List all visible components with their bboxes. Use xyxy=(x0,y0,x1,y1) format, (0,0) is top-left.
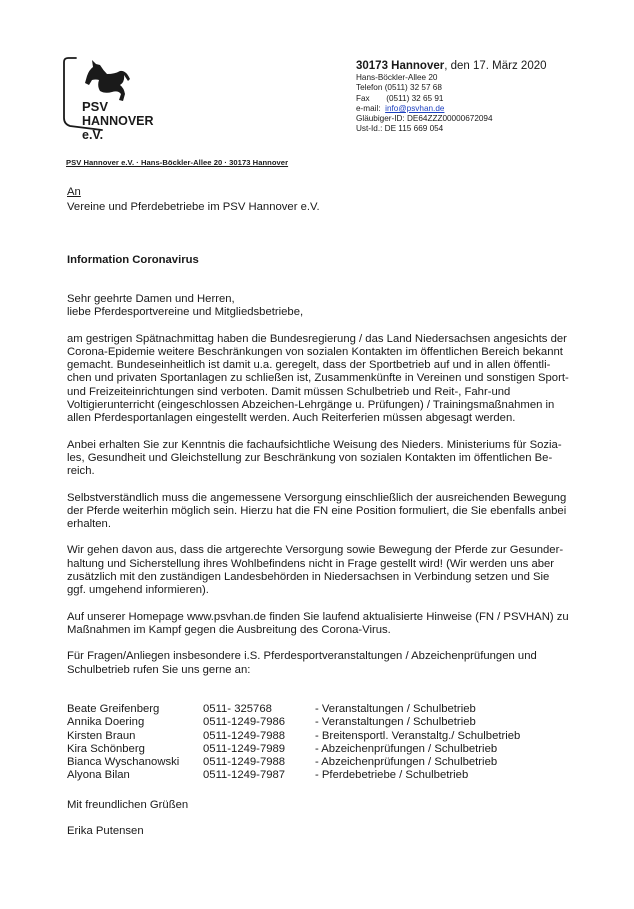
fax-line xyxy=(356,94,626,104)
street: Hans-Böckler-Allee 20 xyxy=(356,73,438,82)
sender-return-address: PSV Hannover e.V. · Hans-Böckler-Allee 20 · 30173 Hannover xyxy=(66,158,289,167)
contact-name: Kirsten Braun xyxy=(67,729,136,742)
phone-line xyxy=(356,83,626,93)
paragraph-line: allen Pferdesportanlagen eingestellt werden. Auch Reiterferien müssen abgesagt werden. xyxy=(67,412,516,425)
paragraph-line: Auf unserer Homepage www.psvhan.de finden Sie laufend aktualisierte Hinweise (FN / PSVHAN) zu xyxy=(67,610,569,623)
paragraph-line: chen und privaten Sportanlagen zu schließen ist, Zusammenkünfte in Vereinen und sonstigen Sport- xyxy=(67,372,569,385)
phone-label: Telefon xyxy=(356,83,383,93)
place-date xyxy=(356,59,626,73)
paragraph-line: Voltigierunterricht (eingeschlossen Abzeichen-Lehrgänge u. Prüfungen) / Trainingsmaßnahmen in xyxy=(67,399,555,412)
city: 30173 Hannover xyxy=(356,60,445,72)
email-line xyxy=(356,104,626,114)
contact-role: - Veranstaltungen / Schulbetrieb xyxy=(315,703,476,715)
contact-phone: 0511-1249-7989 xyxy=(203,742,286,755)
date: , den 17. März 2020 xyxy=(444,60,547,72)
letter-subject: Information Coronavirus xyxy=(67,254,199,266)
contact-phone: 0511-1249-7988 xyxy=(203,729,286,742)
phone-number: (0511) 32 57 68 xyxy=(384,83,442,93)
paragraph-line: Wir gehen davon aus, dass die artgerechte Versorgung sowie Bewegung der Pferde zur Gesunder- xyxy=(67,544,564,557)
paragraph-line: zusätzlich mit den zuständigen Landesbehörden in Niedersachsen in Verbindung setzen und Sie xyxy=(67,571,550,584)
psv-logo xyxy=(62,56,174,142)
contact-row xyxy=(67,769,520,782)
letterhead xyxy=(356,59,626,135)
logo-line-psv: PSV xyxy=(82,99,109,114)
address-an: An xyxy=(67,186,81,198)
paragraph-line: und Freizeiteinrichtungen sind verboten. Damit müssen Schulbetrieb und Reit-, Fahr-und xyxy=(67,385,511,398)
contact-name: Beate Greifenberg xyxy=(67,703,160,715)
contact-name: Bianca Wyschanowski xyxy=(67,756,180,769)
paragraph-line: Corona-Epidemie weitere Beschränkungen von sozialen Kontakten im öffentlichen Bereich bekannt xyxy=(67,345,563,358)
signature-name: Erika Putensen xyxy=(67,825,144,837)
paragraph-line: haltung und Sicherstellung ihres Wohlbefindens nicht in Frage gestellt wird! (Wir werden uns aber xyxy=(67,557,555,570)
contact-role: - Pferdebetriebe / Schulbetrieb xyxy=(315,769,469,782)
creditor-id: Gläubiger-ID: DE64ZZZ00000672094 xyxy=(356,114,493,124)
paragraph-line: der Pferde weiterhin möglich sein. Hierzu hat die FN eine Position formuliert, die Sie ebenfalls anbei xyxy=(67,504,567,517)
contact-row xyxy=(67,743,520,756)
contact-phone: 0511-1249-7988 xyxy=(203,756,286,769)
paragraph-line: erhalten. xyxy=(67,518,111,531)
paragraph-line: Maßnahmen im Kampf gegen die Ausbreitung des Corona-Virus. xyxy=(67,623,391,636)
contact-phone: 0511-1249-7987 xyxy=(203,769,286,782)
paragraph-line: les, Gesundheit und Gleichstellung zur Beschränkung von sozialen Kontakten im öffentlichen Be- xyxy=(67,451,553,464)
contact-row xyxy=(67,756,520,769)
contact-row xyxy=(67,730,520,743)
paragraph-line: ggf. umgehend informieren). xyxy=(67,584,209,597)
paragraph-line: gemacht. Bundeseinheitlich ist damit u.a. geregelt, dass der Sportbetrieb auf und in allen öffentli- xyxy=(67,359,551,372)
address-recipient: Vereine und Pferdebetriebe im PSV Hannover e.V. xyxy=(67,201,320,213)
paragraph-line: Für Fragen/Anliegen insbesondere i.S. Pferdesportveranstaltungen / Abzeichenprüfungen und xyxy=(67,650,537,663)
paragraph-line: reich. xyxy=(67,465,95,478)
recipient-address xyxy=(67,185,320,215)
logo-line-hannover: HANNOVER e.V. xyxy=(82,114,154,142)
paragraph-line: am gestrigen Spätnachmittag haben die Bundesregierung / das Land Niedersachsen angesichts der xyxy=(67,332,567,345)
contact-name: Kira Schönberg xyxy=(67,742,145,755)
contact-list xyxy=(67,703,520,783)
contact-phone: 0511- 325768 xyxy=(203,703,272,715)
contact-role: - Breitensportl. Veranstaltg./ Schulbetrieb xyxy=(315,729,521,742)
letterhead-details xyxy=(356,73,626,135)
contact-name: Alyona Bilan xyxy=(67,769,130,782)
paragraph-line: Anbei erhalten Sie zur Kenntnis die fachaufsichtliche Weisung des Nieders. Ministeriums für Sozia- xyxy=(67,438,562,451)
contact-name: Annika Doering xyxy=(67,716,145,729)
salutation-line: Sehr geehrte Damen und Herren, xyxy=(67,293,235,305)
contact-role: - Abzeichenprüfungen / Schulbetrieb xyxy=(315,756,498,769)
email-label: e-mail: xyxy=(356,103,381,113)
contact-row xyxy=(67,703,520,716)
closing-greeting: Mit freundlichen Grüßen xyxy=(67,799,189,811)
paragraph-line: Schulbetrieb rufen Sie uns gerne an: xyxy=(67,663,251,676)
email-link[interactable]: info@psvhan.de xyxy=(385,103,445,113)
salutation-line: liebe Pferdesportvereine und Mitgliedsbetriebe, xyxy=(67,306,304,319)
vat-id: Ust-Id.: DE 115 669 054 xyxy=(356,124,444,134)
contact-role: - Abzeichenprüfungen / Schulbetrieb xyxy=(315,742,498,755)
fax-number: (0511) 32 65 91 xyxy=(386,93,444,103)
logo-text xyxy=(82,100,174,142)
fax-label: Fax xyxy=(356,93,370,103)
contact-phone: 0511-1249-7986 xyxy=(203,716,286,729)
contact-role: - Veranstaltungen / Schulbetrieb xyxy=(315,716,476,729)
paragraph-line: Selbstverständlich muss die angemessene Versorgung einschließlich der ausreichenden Bewegung xyxy=(67,491,567,504)
contact-row xyxy=(67,716,520,729)
letter-body xyxy=(67,293,607,677)
